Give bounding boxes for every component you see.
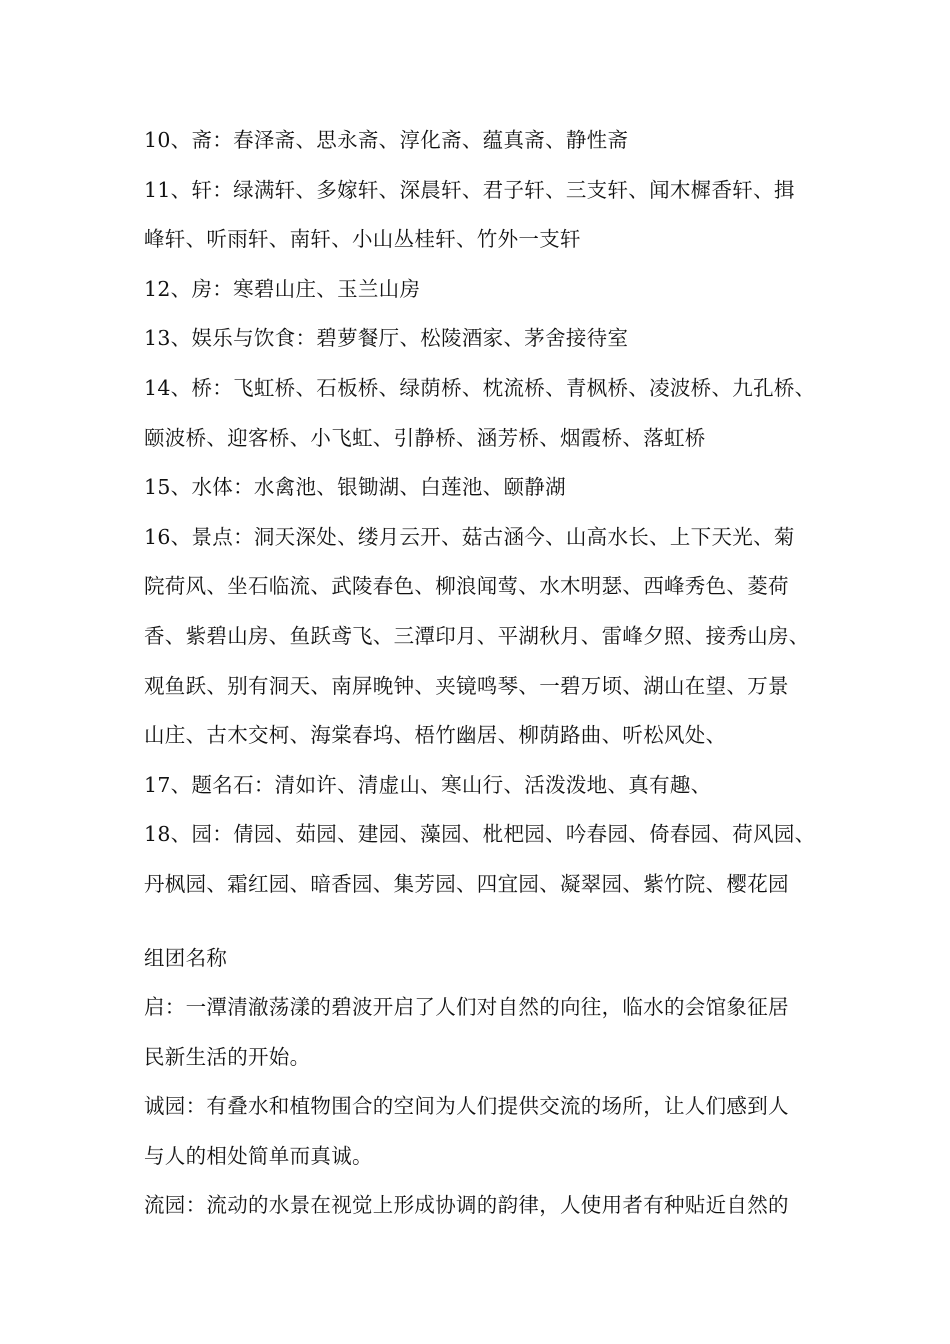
text-line: 14、桥：飞虹桥、石板桥、绿荫桥、枕流桥、青枫桥、凌波桥、九孔桥、 [144,375,816,400]
text-line: 启：一潭清澈荡漾的碧波开启了人们对自然的向往，临水的会馆象征居 [144,995,789,1020]
document-page [144,116,816,1231]
text-line: 17、题名石：清如许、清虚山、寒山行、活泼泼地、真有趣、 [144,772,712,797]
text-line: 院荷风、坐石临流、武陵春色、柳浪闻莺、水木明瑟、西峰秀色、菱荷 [144,574,789,599]
text-line: 丹枫园、霜红园、暗香园、集芳园、四宜园、凝翠园、紫竹院、樱花园 [144,871,789,896]
paragraph-gap [144,910,812,934]
text-line: 16、景点：洞天深处、缕月云开、菇古涵今、山高水长、上下天光、菊 [144,524,795,549]
text-line: 18、园：倩园、茹园、建园、藻园、枇杷园、吟春园、倚春园、荷风园、 [144,822,816,847]
group-names-section [144,934,812,1232]
text-line: 与人的相处简单而真诚。 [144,1143,373,1168]
text-line: 民新生活的开始。 [144,1044,311,1069]
text-line: 12、房：寒碧山庄、玉兰山房 [144,276,421,301]
section-heading: 组团名称 [144,945,228,970]
text-line: 观鱼跃、别有洞天、南屏晚钟、夹镜鸣琴、一碧万顷、湖山在望、万景 [144,673,789,698]
text-line: 流园：流动的水景在视觉上形成协调的韵律，人使用者有种贴近自然的 [144,1193,789,1218]
text-line: 13、娱乐与饮食：碧萝餐厅、松陵酒家、茅舍接待室 [144,326,629,351]
name-list-section [144,116,816,910]
text-line: 香、紫碧山房、鱼跃鸢飞、三潭印月、平湖秋月、雷峰夕照、接秀山房、 [144,623,810,648]
text-line: 10、斋：春泽斋、思永斋、淳化斋、蕴真斋、静性斋 [144,128,629,152]
text-line: 颐波桥、迎客桥、小飞虹、引静桥、涵芳桥、烟霞桥、落虹桥 [144,425,706,450]
text-line: 11、轩：绿满轩、多嫁轩、深晨轩、君子轩、三支轩、闻木樨香轩、揖 [144,177,795,202]
text-line: 诚园：有叠水和植物围合的空间为人们提供交流的场所，让人们感到人 [144,1094,789,1119]
text-line: 山庄、古木交柯、海棠春坞、梧竹幽居、柳荫路曲、听松风处、 [144,723,727,748]
text-line: 峰轩、听雨轩、南轩、小山丛桂轩、竹外一支轩 [144,227,581,252]
text-line: 15、水体：水禽池、银锄湖、白莲池、颐静湖 [144,475,566,500]
